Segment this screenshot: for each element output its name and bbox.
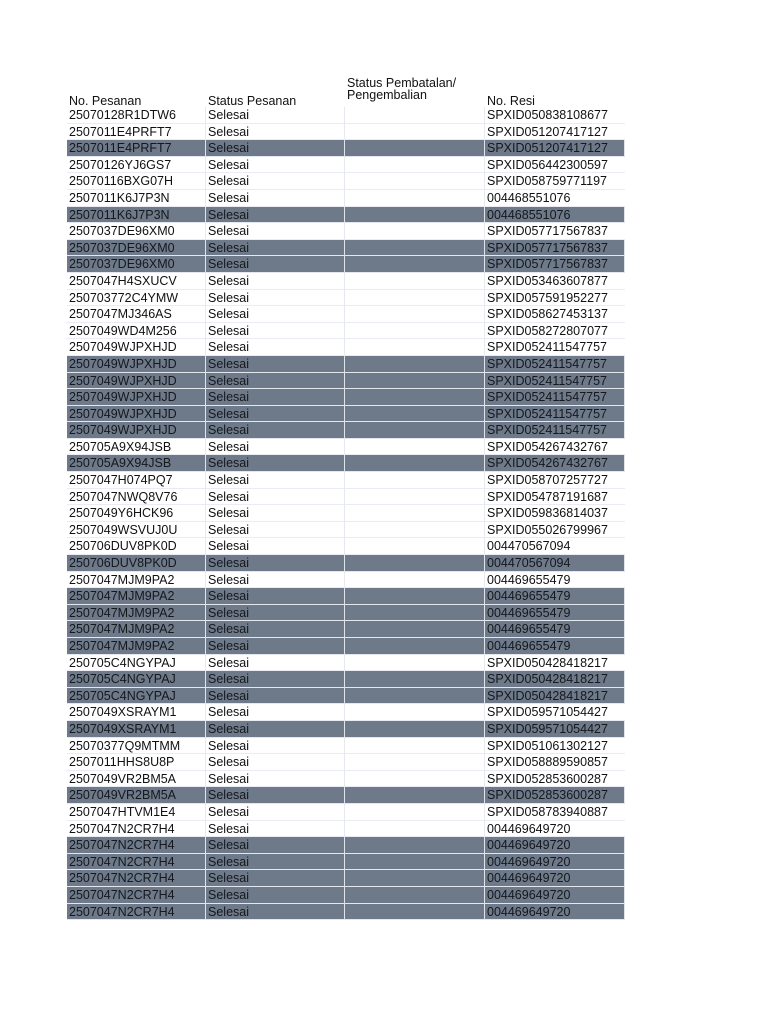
cell-order-no: 25070116BXG07H <box>67 173 206 190</box>
table-row <box>67 837 625 854</box>
cell-tracking-no: SPXID052853600287 <box>485 771 625 788</box>
cell-order-no: 2507049WJPXHJD <box>67 356 206 373</box>
cell-order-no: 2507047N2CR7H4 <box>67 887 206 904</box>
header-cancel-status: Status Pembatalan/ Pengembalian <box>347 76 457 102</box>
table-row <box>67 688 625 705</box>
cell-cancel-status <box>345 787 485 804</box>
cell-cancel-status <box>345 323 485 340</box>
cell-order-no: 2507047MJ346AS <box>67 306 206 323</box>
cell-order-no: 2507047N2CR7H4 <box>67 837 206 854</box>
cell-tracking-no: SPXID058707257727 <box>485 472 625 489</box>
table-row <box>67 904 625 921</box>
cell-order-status: Selesai <box>206 704 345 721</box>
cell-order-status: Selesai <box>206 754 345 771</box>
cell-cancel-status <box>345 207 485 224</box>
table-row <box>67 721 625 738</box>
cell-cancel-status <box>345 290 485 307</box>
cell-order-no: 2507037DE96XM0 <box>67 223 206 240</box>
table-row <box>67 290 625 307</box>
cell-cancel-status <box>345 655 485 672</box>
cell-cancel-status <box>345 837 485 854</box>
cell-order-no: 2507011E4PRFT7 <box>67 140 206 157</box>
cell-order-status: Selesai <box>206 671 345 688</box>
cell-cancel-status <box>345 124 485 141</box>
cell-tracking-no: 004469649720 <box>485 837 625 854</box>
cell-cancel-status <box>345 455 485 472</box>
cell-tracking-no: SPXID053463607877 <box>485 273 625 290</box>
cell-cancel-status <box>345 572 485 589</box>
cell-order-no: 2507049VR2BM5A <box>67 787 206 804</box>
cell-tracking-no: SPXID057717567837 <box>485 240 625 257</box>
cell-order-status: Selesai <box>206 406 345 423</box>
cell-order-status: Selesai <box>206 572 345 589</box>
cell-tracking-no: SPXID052411547757 <box>485 356 625 373</box>
cell-tracking-no: 004469655479 <box>485 638 625 655</box>
table-row <box>67 157 625 174</box>
cell-cancel-status <box>345 605 485 622</box>
cell-cancel-status <box>345 588 485 605</box>
table-row <box>67 771 625 788</box>
cell-tracking-no: SPXID050428418217 <box>485 671 625 688</box>
cell-order-no: 250705C4NGYPAJ <box>67 655 206 672</box>
cell-order-no: 2507047MJM9PA2 <box>67 605 206 622</box>
table-row <box>67 190 625 207</box>
table-row <box>67 804 625 821</box>
cell-order-status: Selesai <box>206 787 345 804</box>
cell-order-no: 250703772C4YMW <box>67 290 206 307</box>
header-order-no: No. Pesanan <box>69 94 142 108</box>
cell-tracking-no: 004469649720 <box>485 854 625 871</box>
cell-tracking-no: SPXID051061302127 <box>485 738 625 755</box>
cell-cancel-status <box>345 489 485 506</box>
cell-order-no: 2507049WJPXHJD <box>67 422 206 439</box>
cell-tracking-no: SPXID057591952277 <box>485 290 625 307</box>
cell-tracking-no: SPXID052411547757 <box>485 373 625 390</box>
cell-order-no: 2507049XSRAYM1 <box>67 704 206 721</box>
cell-cancel-status <box>345 555 485 572</box>
cell-cancel-status <box>345 356 485 373</box>
table-row <box>67 455 625 472</box>
cell-tracking-no: 004469649720 <box>485 904 625 921</box>
cell-tracking-no: 004469655479 <box>485 572 625 589</box>
table-row <box>67 787 625 804</box>
cell-order-no: 2507047H4SXUCV <box>67 273 206 290</box>
table-row <box>67 754 625 771</box>
cell-cancel-status <box>345 339 485 356</box>
cell-cancel-status <box>345 704 485 721</box>
table-row <box>67 489 625 506</box>
cell-cancel-status <box>345 688 485 705</box>
cell-tracking-no: SPXID057717567837 <box>485 223 625 240</box>
cell-tracking-no: 004469649720 <box>485 870 625 887</box>
table-row <box>67 854 625 871</box>
cell-cancel-status <box>345 671 485 688</box>
cell-tracking-no: SPXID051207417127 <box>485 140 625 157</box>
cell-order-status: Selesai <box>206 323 345 340</box>
cell-cancel-status <box>345 854 485 871</box>
cell-tracking-no: SPXID052411547757 <box>485 406 625 423</box>
table-row <box>67 522 625 539</box>
cell-order-status: Selesai <box>206 555 345 572</box>
cell-order-no: 2507047N2CR7H4 <box>67 854 206 871</box>
table-row <box>67 588 625 605</box>
cell-order-status: Selesai <box>206 771 345 788</box>
cell-cancel-status <box>345 472 485 489</box>
cell-order-status: Selesai <box>206 655 345 672</box>
cell-order-status: Selesai <box>206 207 345 224</box>
cell-tracking-no: SPXID050838108677 <box>485 107 625 124</box>
cell-cancel-status <box>345 173 485 190</box>
table-row <box>67 638 625 655</box>
cell-order-status: Selesai <box>206 688 345 705</box>
cell-order-status: Selesai <box>206 190 345 207</box>
cell-order-status: Selesai <box>206 870 345 887</box>
cell-cancel-status <box>345 439 485 456</box>
cell-cancel-status <box>345 522 485 539</box>
cell-cancel-status <box>345 190 485 207</box>
cell-order-status: Selesai <box>206 173 345 190</box>
cell-order-status: Selesai <box>206 439 345 456</box>
table-row <box>67 323 625 340</box>
cell-tracking-no: SPXID058759771197 <box>485 173 625 190</box>
cell-order-no: 250706DUV8PK0D <box>67 538 206 555</box>
cell-cancel-status <box>345 157 485 174</box>
order-table <box>67 76 625 920</box>
cell-order-no: 2507047MJM9PA2 <box>67 588 206 605</box>
cell-tracking-no: SPXID050428418217 <box>485 655 625 672</box>
cell-tracking-no: 004469649720 <box>485 887 625 904</box>
cell-tracking-no: SPXID058783940887 <box>485 804 625 821</box>
cell-cancel-status <box>345 422 485 439</box>
cell-cancel-status <box>345 538 485 555</box>
table-row <box>67 555 625 572</box>
cell-order-no: 2507047N2CR7H4 <box>67 821 206 838</box>
header-order-status: Status Pesanan <box>208 94 297 108</box>
cell-order-no: 2507049WSVUJ0U <box>67 522 206 539</box>
cell-order-no: 2507047NWQ8V76 <box>67 489 206 506</box>
cell-order-no: 25070128R1DTW6 <box>67 107 206 124</box>
cell-order-status: Selesai <box>206 157 345 174</box>
cell-order-no: 250705C4NGYPAJ <box>67 671 206 688</box>
cell-cancel-status <box>345 306 485 323</box>
table-row <box>67 538 625 555</box>
cell-tracking-no: 004469655479 <box>485 621 625 638</box>
table-row <box>67 373 625 390</box>
cell-order-no: 25070126YJ6GS7 <box>67 157 206 174</box>
cell-tracking-no: 004469655479 <box>485 605 625 622</box>
cell-order-status: Selesai <box>206 422 345 439</box>
cell-order-no: 2507049WJPXHJD <box>67 406 206 423</box>
cell-cancel-status <box>345 721 485 738</box>
table-row <box>67 572 625 589</box>
cell-order-status: Selesai <box>206 489 345 506</box>
table-row <box>67 140 625 157</box>
table-row <box>67 356 625 373</box>
cell-tracking-no: 004469649720 <box>485 821 625 838</box>
cell-order-no: 2507049XSRAYM1 <box>67 721 206 738</box>
table-row <box>67 671 625 688</box>
cell-cancel-status <box>345 754 485 771</box>
table-row <box>67 306 625 323</box>
cell-tracking-no: SPXID058627453137 <box>485 306 625 323</box>
cell-order-no: 250706DUV8PK0D <box>67 555 206 572</box>
cell-order-status: Selesai <box>206 256 345 273</box>
cell-tracking-no: SPXID052411547757 <box>485 422 625 439</box>
table-row <box>67 870 625 887</box>
cell-order-no: 2507037DE96XM0 <box>67 240 206 257</box>
cell-order-status: Selesai <box>206 887 345 904</box>
table-row <box>67 339 625 356</box>
cell-order-no: 2507047MJM9PA2 <box>67 572 206 589</box>
cell-order-status: Selesai <box>206 588 345 605</box>
cell-tracking-no: SPXID052853600287 <box>485 787 625 804</box>
cell-order-status: Selesai <box>206 854 345 871</box>
cell-tracking-no: 004470567094 <box>485 555 625 572</box>
cell-tracking-no: SPXID057717567837 <box>485 256 625 273</box>
table-row <box>67 406 625 423</box>
table-header <box>67 76 625 108</box>
cell-order-status: Selesai <box>206 804 345 821</box>
cell-cancel-status <box>345 904 485 921</box>
table-row <box>67 821 625 838</box>
table-row <box>67 173 625 190</box>
cell-order-no: 2507011HHS8U8P <box>67 754 206 771</box>
cell-tracking-no: SPXID051207417127 <box>485 124 625 141</box>
cell-order-status: Selesai <box>206 240 345 257</box>
table-row <box>67 505 625 522</box>
cell-tracking-no: SPXID056442300597 <box>485 157 625 174</box>
cell-tracking-no: 004468551076 <box>485 190 625 207</box>
cell-cancel-status <box>345 273 485 290</box>
cell-order-status: Selesai <box>206 638 345 655</box>
cell-cancel-status <box>345 505 485 522</box>
cell-order-no: 2507049WJPXHJD <box>67 389 206 406</box>
cell-order-no: 250705A9X94JSB <box>67 439 206 456</box>
table-row <box>67 207 625 224</box>
cell-order-no: 2507047N2CR7H4 <box>67 870 206 887</box>
cell-order-status: Selesai <box>206 605 345 622</box>
cell-cancel-status <box>345 240 485 257</box>
cell-cancel-status <box>345 887 485 904</box>
table-row <box>67 389 625 406</box>
cell-cancel-status <box>345 373 485 390</box>
table-row <box>67 107 625 124</box>
cell-order-no: 2507047MJM9PA2 <box>67 638 206 655</box>
table-row <box>67 439 625 456</box>
cell-order-status: Selesai <box>206 522 345 539</box>
cell-order-status: Selesai <box>206 290 345 307</box>
cell-tracking-no: SPXID059571054427 <box>485 704 625 721</box>
cell-order-no: 250705A9X94JSB <box>67 455 206 472</box>
cell-order-status: Selesai <box>206 621 345 638</box>
header-tracking-no: No. Resi <box>487 94 535 108</box>
cell-tracking-no: SPXID059836814037 <box>485 505 625 522</box>
cell-tracking-no: SPXID055026799967 <box>485 522 625 539</box>
cell-tracking-no: SPXID050428418217 <box>485 688 625 705</box>
table-row <box>67 240 625 257</box>
cell-tracking-no: SPXID054787191687 <box>485 489 625 506</box>
cell-cancel-status <box>345 821 485 838</box>
cell-order-status: Selesai <box>206 505 345 522</box>
cell-order-status: Selesai <box>206 373 345 390</box>
cell-order-no: 250705C4NGYPAJ <box>67 688 206 705</box>
cell-order-no: 2507047N2CR7H4 <box>67 904 206 921</box>
cell-order-status: Selesai <box>206 107 345 124</box>
table-row <box>67 704 625 721</box>
table-row <box>67 422 625 439</box>
cell-cancel-status <box>345 107 485 124</box>
cell-tracking-no: SPXID058889590857 <box>485 754 625 771</box>
cell-order-status: Selesai <box>206 821 345 838</box>
cell-order-no: 2507011K6J7P3N <box>67 190 206 207</box>
cell-cancel-status <box>345 406 485 423</box>
cell-order-no: 2507049Y6HCK96 <box>67 505 206 522</box>
cell-tracking-no: SPXID054267432767 <box>485 439 625 456</box>
cell-cancel-status <box>345 738 485 755</box>
cell-tracking-no: SPXID054267432767 <box>485 455 625 472</box>
cell-tracking-no: SPXID059571054427 <box>485 721 625 738</box>
cell-tracking-no: 004469655479 <box>485 588 625 605</box>
cell-cancel-status <box>345 223 485 240</box>
cell-order-status: Selesai <box>206 538 345 555</box>
cell-order-no: 25070377Q9MTMM <box>67 738 206 755</box>
table-row <box>67 256 625 273</box>
cell-order-status: Selesai <box>206 140 345 157</box>
cell-order-status: Selesai <box>206 389 345 406</box>
cell-tracking-no: SPXID052411547757 <box>485 339 625 356</box>
cell-tracking-no: SPXID058272807077 <box>485 323 625 340</box>
cell-order-no: 2507049WJPXHJD <box>67 339 206 356</box>
cell-order-no: 2507047MJM9PA2 <box>67 621 206 638</box>
table-row <box>67 273 625 290</box>
cell-order-status: Selesai <box>206 837 345 854</box>
cell-order-no: 2507011E4PRFT7 <box>67 124 206 141</box>
cell-tracking-no: SPXID052411547757 <box>485 389 625 406</box>
cell-order-no: 2507047H074PQ7 <box>67 472 206 489</box>
cell-cancel-status <box>345 256 485 273</box>
cell-cancel-status <box>345 621 485 638</box>
cell-order-status: Selesai <box>206 273 345 290</box>
cell-tracking-no: 004470567094 <box>485 538 625 555</box>
table-row <box>67 621 625 638</box>
cell-order-status: Selesai <box>206 124 345 141</box>
table-row <box>67 887 625 904</box>
table-row <box>67 738 625 755</box>
cell-order-status: Selesai <box>206 721 345 738</box>
table-row <box>67 124 625 141</box>
cell-order-status: Selesai <box>206 738 345 755</box>
cell-order-no: 2507037DE96XM0 <box>67 256 206 273</box>
cell-order-no: 2507049WD4M256 <box>67 323 206 340</box>
table-row <box>67 605 625 622</box>
cell-cancel-status <box>345 804 485 821</box>
cell-order-no: 2507011K6J7P3N <box>67 207 206 224</box>
table-row <box>67 655 625 672</box>
cell-order-status: Selesai <box>206 904 345 921</box>
cell-cancel-status <box>345 389 485 406</box>
table-body <box>67 107 625 920</box>
cell-cancel-status <box>345 140 485 157</box>
cell-order-no: 2507049VR2BM5A <box>67 771 206 788</box>
cell-order-status: Selesai <box>206 356 345 373</box>
cell-order-no: 2507049WJPXHJD <box>67 373 206 390</box>
cell-cancel-status <box>345 870 485 887</box>
table-row <box>67 472 625 489</box>
cell-order-no: 2507047HTVM1E4 <box>67 804 206 821</box>
cell-order-status: Selesai <box>206 223 345 240</box>
cell-cancel-status <box>345 638 485 655</box>
cell-tracking-no: 004468551076 <box>485 207 625 224</box>
cell-order-status: Selesai <box>206 339 345 356</box>
cell-order-status: Selesai <box>206 455 345 472</box>
table-row <box>67 223 625 240</box>
cell-cancel-status <box>345 771 485 788</box>
cell-order-status: Selesai <box>206 306 345 323</box>
cell-order-status: Selesai <box>206 472 345 489</box>
